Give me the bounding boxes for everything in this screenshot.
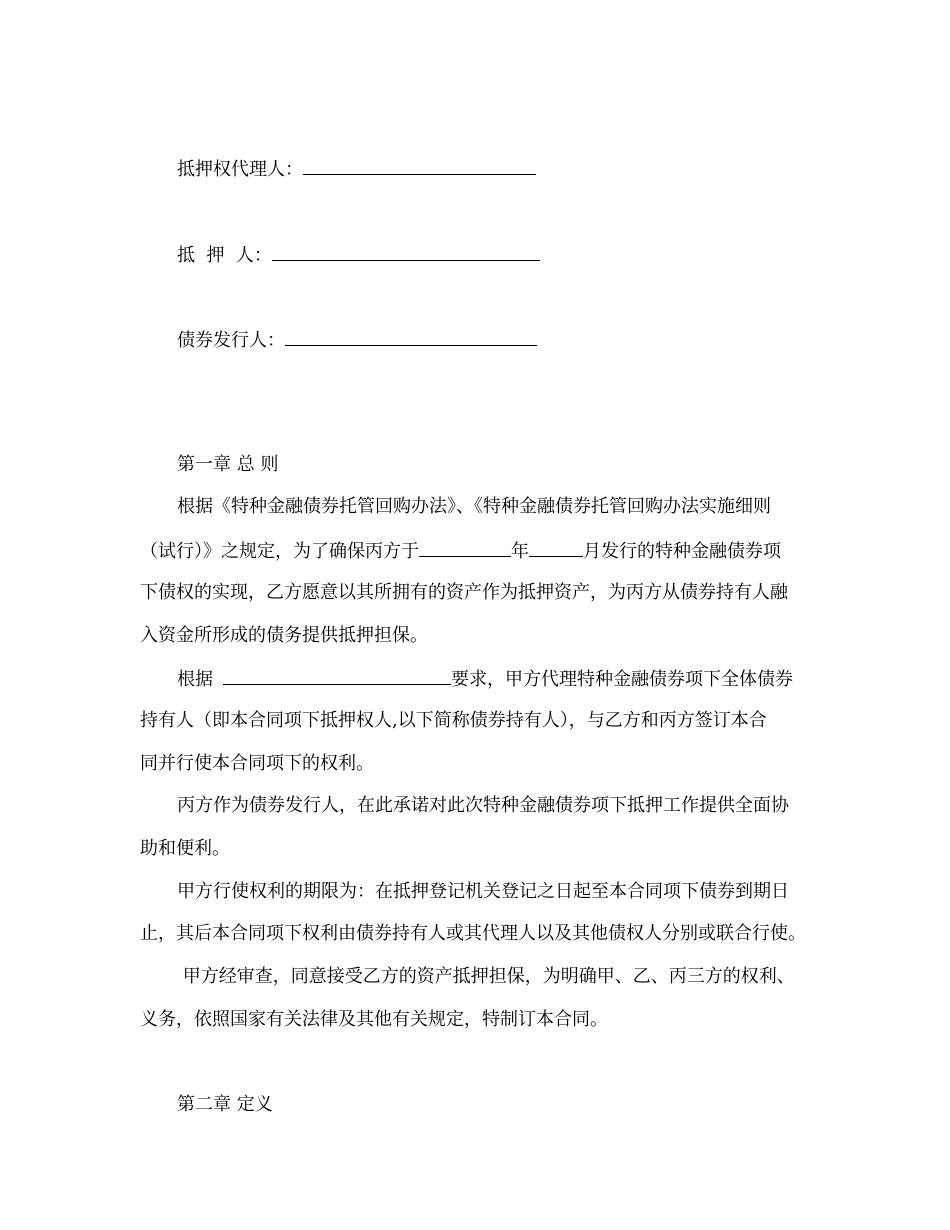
p5-line2: 义务，依照国家有关法律及其他有关规定，特制订本合同。	[140, 1009, 608, 1030]
agent-blank	[303, 156, 536, 175]
p1-line2-a: （试行）》之规定，为了确保丙方于	[140, 541, 419, 562]
p3-line2: 助和便利。	[140, 838, 230, 859]
chapter2-heading: 第二章 定义	[177, 1094, 273, 1115]
p4-line2: 止，其后本合同项下权利由债券持有人或其代理人以及其他债权人分别或联合行使。	[140, 923, 806, 944]
agent-label: 抵押权代理人：	[177, 159, 303, 180]
p5-line1: 甲方经审查，同意接受乙方的资产抵押担保，为明确甲、乙、丙三方的权利、	[177, 966, 795, 987]
year-blank	[419, 538, 511, 557]
p3-line1: 丙方作为债券发行人，在此承诺对此次特种金融债券项下抵押工作提供全面协	[177, 795, 789, 816]
p1-line2-c: 月发行的特种金融债券项	[583, 541, 781, 562]
p2-line2: 持有人（即本合同项下抵押权人,以下简称债券持有人），与乙方和丙方签订本合	[140, 710, 767, 731]
issuer-line	[177, 327, 537, 353]
p1-line2	[140, 538, 781, 564]
mortgagor-blank	[272, 242, 540, 261]
p1-line2-b: 年	[511, 541, 529, 562]
chapter1-heading: 第一章 总 则	[177, 454, 279, 475]
p4-line1: 甲方行使权利的期限为：在抵押登记机关登记之日起至本合同项下债券到期日	[177, 881, 789, 902]
mortgagor-line	[177, 242, 540, 268]
p1-line1: 根据《特种金融债券托管回购办法》、《特种金融债券托管回购办法实施细则	[177, 496, 771, 517]
p2-line1-b: 要求，甲方代理特种金融债券项下全体债券	[451, 669, 793, 690]
p2-line1-a: 根据	[177, 669, 213, 690]
issuer-blank	[285, 327, 537, 346]
p2-line3: 同并行使本合同项下的权利。	[140, 753, 374, 774]
p1-line3: 下债权的实现，乙方愿意以其所拥有的资产作为抵押资产，为丙方从债券持有人融	[140, 582, 788, 603]
month-blank	[529, 538, 583, 557]
p2-line1	[177, 666, 793, 692]
agent-line	[177, 156, 536, 182]
issuer-label: 债券发行人：	[177, 330, 285, 351]
mortgagor-label: 抵 押 人：	[177, 245, 272, 266]
basis-blank	[223, 666, 451, 685]
p1-line4: 入资金所形成的债务提供抵押担保。	[140, 625, 428, 646]
